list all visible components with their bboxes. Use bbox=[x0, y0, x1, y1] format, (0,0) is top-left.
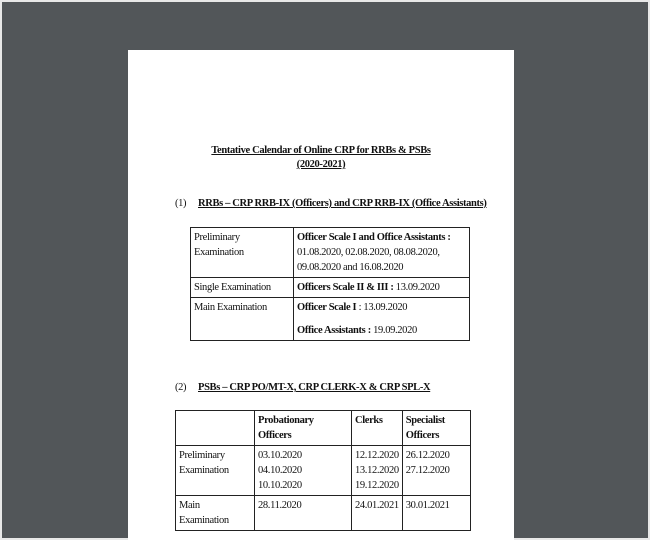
row-label: Main Examination bbox=[176, 496, 255, 531]
row-value-dates: 13.09.2020 bbox=[393, 282, 440, 293]
date-value: 10.10.2020 bbox=[258, 480, 302, 491]
date-value: 26.12.2020 bbox=[405, 450, 450, 461]
clerk-dates bbox=[352, 446, 403, 496]
psb-calendar-table bbox=[175, 410, 471, 531]
date-value: 04.10.2020 bbox=[258, 465, 302, 476]
date-value: 13.12.2020 bbox=[355, 465, 399, 476]
date-value: 19.12.2020 bbox=[355, 480, 399, 491]
po-dates bbox=[255, 446, 352, 496]
row-value bbox=[294, 278, 470, 298]
row-value-dates-2: 19.09.2020 bbox=[370, 325, 417, 336]
title-line-2: (2020-2021) bbox=[296, 159, 346, 170]
so-dates bbox=[402, 446, 470, 496]
clerk-dates bbox=[352, 496, 403, 531]
date-value: 24.01.2021 bbox=[355, 500, 399, 511]
header-cell: Specialist Officers bbox=[402, 411, 470, 446]
po-dates bbox=[255, 496, 352, 531]
section-1-number: (1) bbox=[175, 198, 187, 209]
date-value: 30.01.2021 bbox=[405, 500, 450, 511]
date-value: 03.10.2020 bbox=[258, 450, 302, 461]
title-line-1: Tentative Calendar of Online CRP for RRBs & PSBs bbox=[211, 145, 431, 156]
date-value: 12.12.2020 bbox=[355, 450, 399, 461]
so-dates bbox=[402, 496, 470, 531]
row-value-dates: 01.08.2020, 02.08.2020, 08.08.2020, 09.08.2020 and 16.08.2020 bbox=[297, 247, 440, 273]
header-cell: Probationary Officers bbox=[255, 411, 352, 446]
row-value-heading-2: Office Assistants : bbox=[297, 325, 371, 336]
table-row bbox=[191, 228, 470, 278]
table-row bbox=[191, 298, 470, 341]
date-value: 27.12.2020 bbox=[405, 465, 450, 476]
rrb-calendar-table bbox=[190, 227, 470, 341]
row-value-dates: : 13.09.2020 bbox=[356, 302, 408, 313]
row-value-heading: Officers Scale II & III : bbox=[297, 282, 394, 293]
section-2-title: PSBs – CRP PO/MT-X, CRP CLERK-X & CRP SPL-X bbox=[198, 382, 431, 393]
document-title bbox=[128, 144, 514, 172]
section-1-title: RRBs – CRP RRB-IX (Officers) and CRP RRB-IX (Office Assistants) bbox=[198, 198, 487, 209]
header-cell: Clerks bbox=[352, 411, 403, 446]
table-row bbox=[191, 278, 470, 298]
table-row bbox=[176, 496, 471, 531]
row-label: Preliminary Examination bbox=[191, 228, 294, 278]
row-label: Main Examination bbox=[191, 298, 294, 341]
row-label: Preliminary Examination bbox=[176, 446, 255, 496]
row-label: Single Examination bbox=[191, 278, 294, 298]
section-2-number: (2) bbox=[175, 382, 187, 393]
table-header-row bbox=[176, 411, 471, 446]
header-cell bbox=[176, 411, 255, 446]
table-row bbox=[176, 446, 471, 496]
row-value-heading: Officer Scale I bbox=[297, 302, 357, 313]
row-value-heading: Officer Scale I and Office Assistants : bbox=[297, 232, 451, 243]
document-page[interactable] bbox=[128, 50, 514, 540]
row-value bbox=[294, 298, 470, 341]
date-value: 28.11.2020 bbox=[258, 500, 302, 511]
row-value bbox=[294, 228, 470, 278]
